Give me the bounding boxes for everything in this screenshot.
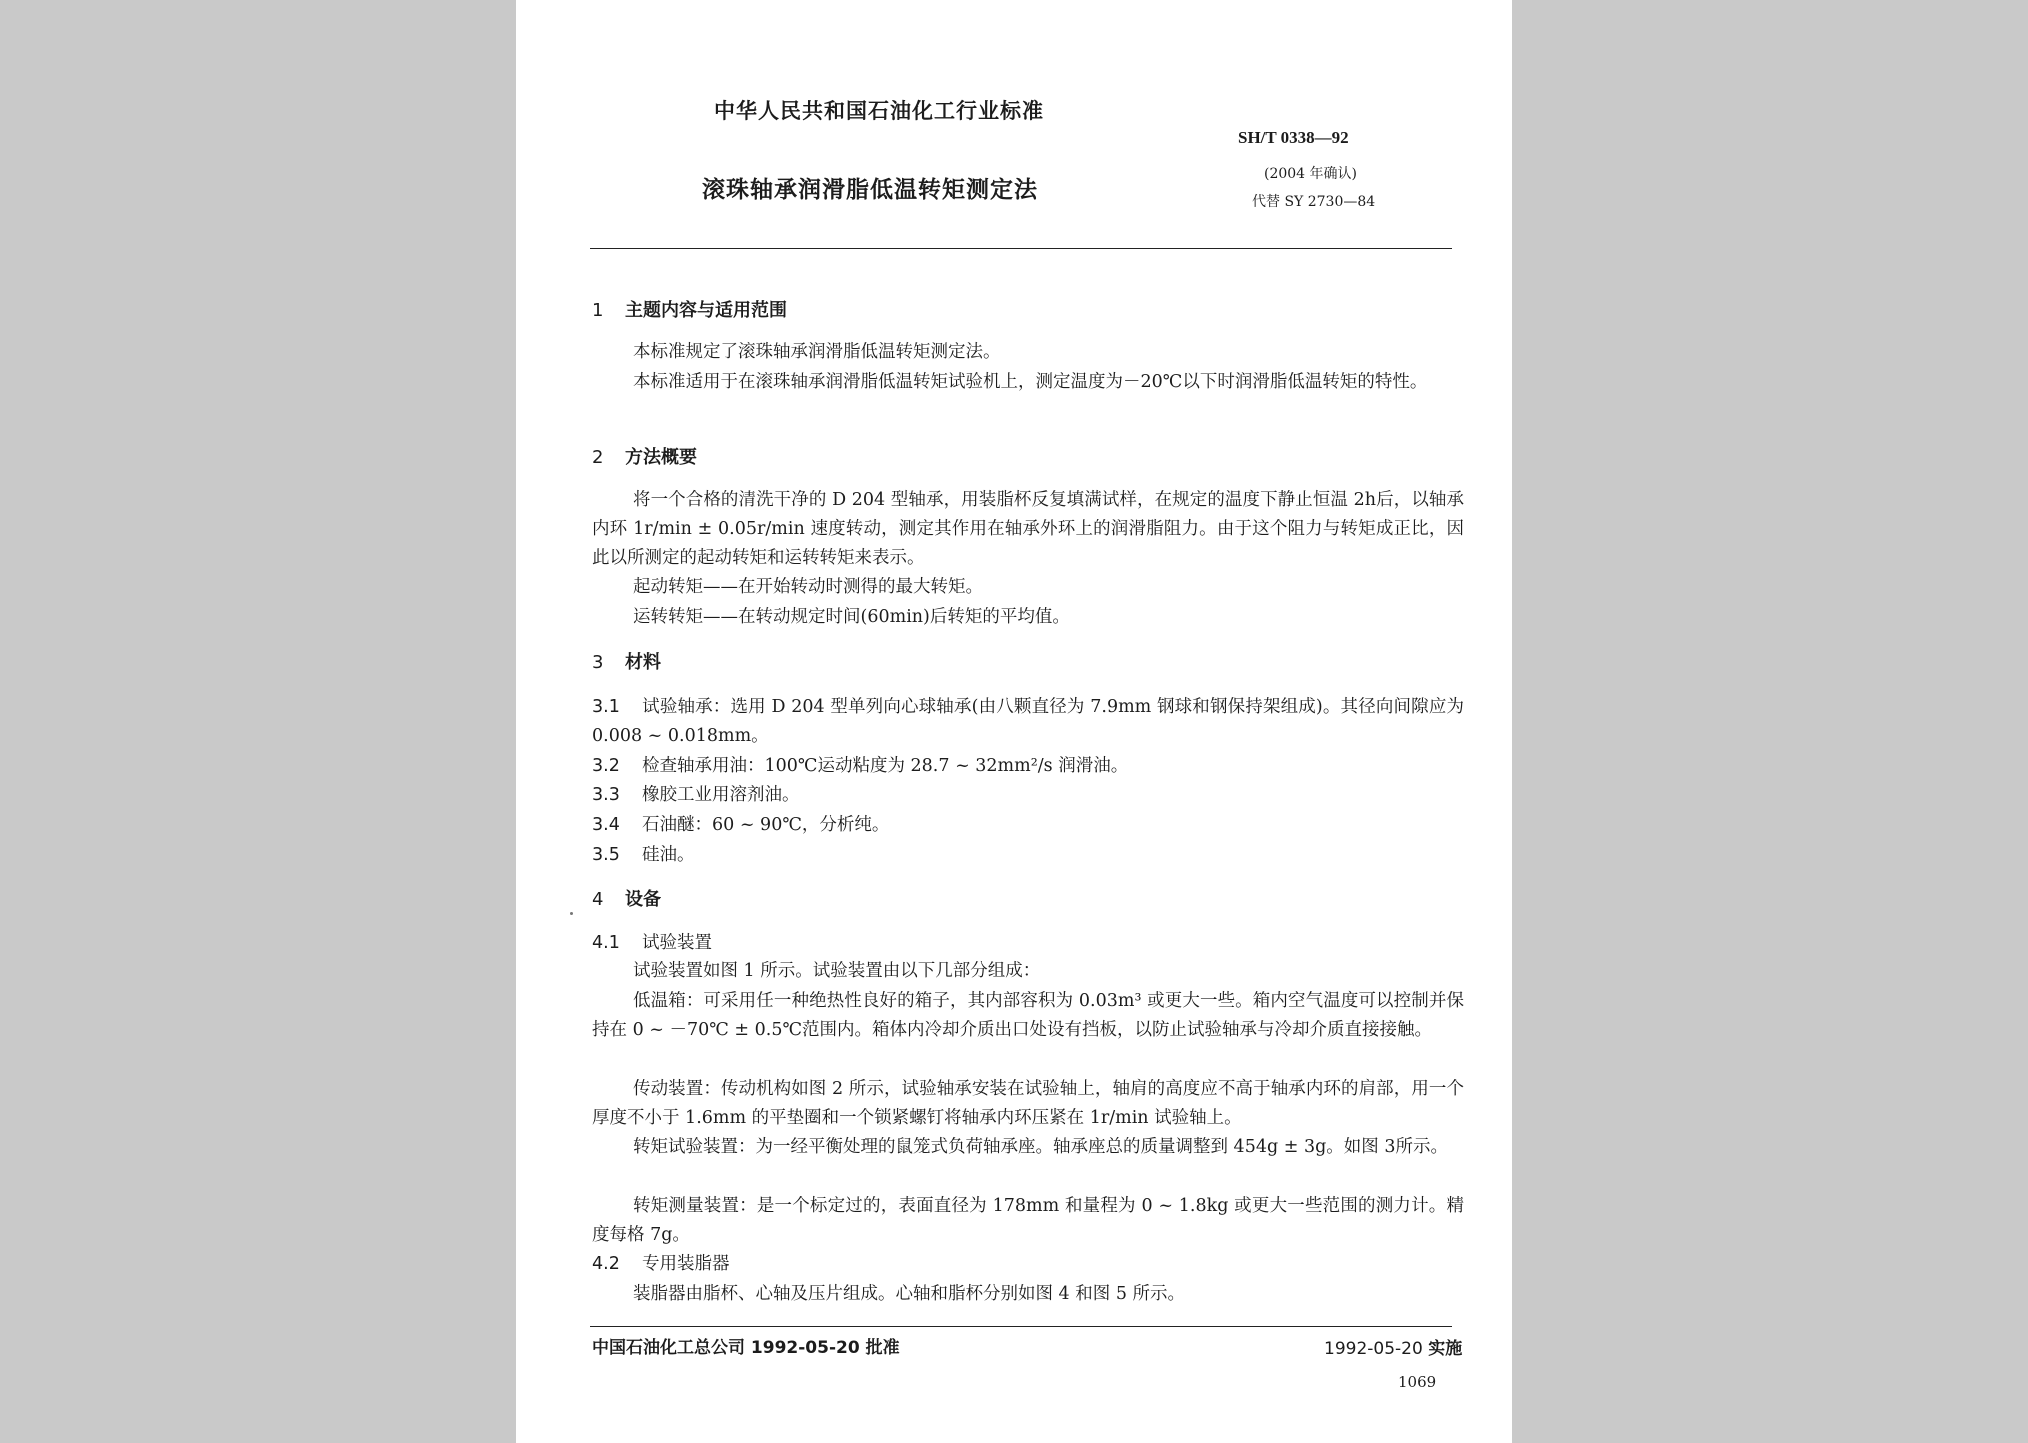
section-4-para-5: 转矩测量装置：是一个标定过的，表面直径为 178mm 和量程为 0 ~ 1.8kg 或更大一些范围的测力计。精度每格 7g。 bbox=[592, 1196, 1464, 1245]
approval-note: 中国石油化工总公司 1992-05-20 批准 bbox=[592, 1338, 900, 1358]
section-2-heading: 2 方法概要 bbox=[592, 447, 697, 468]
section-2-para-3: 运转转矩——在转动规定时间(60min)后转矩的平均值。 bbox=[633, 607, 1070, 627]
section-4-para-4: 转矩试验装置：为一经平衡处理的鼠笼式负荷轴承座。轴承座总的质量调整到 454g ± 3g。如图 3所示。 bbox=[633, 1137, 1448, 1157]
section-4-para-1: 试验装置如图 1 所示。试验装置由以下几部分组成： bbox=[633, 961, 1041, 981]
subsection-4-1-heading: 4.1 试验装置 bbox=[592, 933, 712, 953]
org-title: 中华人民共和国石油化工行业标准 bbox=[714, 99, 1044, 123]
section-4-para-6: 装脂器由脂杯、心轴及压片组成。心轴和脂杯分别如图 4 和图 5 所示。 bbox=[633, 1284, 1186, 1304]
material-item: 3.2 检查轴承用油：100℃运动粘度为 28.7 ~ 32mm²/s 润滑油。 bbox=[592, 756, 1129, 776]
section-2-para-2: 起动转矩——在开始转动时测得的最大转矩。 bbox=[633, 577, 983, 597]
effective-note bbox=[1324, 1334, 1462, 1359]
confirm-note: (2004 年确认) bbox=[1264, 166, 1358, 182]
section-4-para-2: 低温箱：可采用任一种绝热性良好的箱子，其内部容积为 0.03m³ 或更大一些。箱内空气温度可以控制并保持在 0 ~ －70℃ ± 0.5℃范围内。箱体内冷却介质出口处设有挡板，以防止试验轴承与冷却介质直接接触。 bbox=[592, 991, 1464, 1040]
section-2-para-1: 将一个合格的清洗干净的 D 204 型轴承，用装脂杯反复填满试样，在规定的温度下静止恒温 2h后，以轴承内环 1r/min ± 0.05r/min 速度转动，测定其作用在轴承外环上的润滑脂阻力。由于这个阻力与转矩成正比，因此以所测定的起动转矩和运转转矩来表示。 bbox=[592, 490, 1464, 568]
material-item: 3.1 试验轴承：选用 D 204 型单列向心球轴承(由八颗直径为 7.9mm 钢球和钢保持架组成)。其径向间隙应为 0.008 ~ 0.018mm。 bbox=[592, 697, 1464, 746]
section-1-heading: 1 主题内容与适用范围 bbox=[592, 300, 787, 321]
replaces-note: 代替 SY 2730—84 bbox=[1252, 194, 1376, 210]
section-4-heading: 4 设备 bbox=[592, 889, 661, 910]
material-item: 3.3 橡胶工业用溶剂油。 bbox=[592, 785, 800, 805]
footer-divider bbox=[590, 1326, 1452, 1327]
section-1-para-1: 本标准规定了滚珠轴承润滑脂低温转矩测定法。 bbox=[633, 342, 1001, 362]
doc-title: 滚珠轴承润滑脂低温转矩测定法 bbox=[702, 177, 1038, 203]
effective-date: 1992-05-20 bbox=[1324, 1339, 1423, 1359]
section-3-heading: 3 材料 bbox=[592, 652, 661, 673]
standard-code: SH/T 0338—92 bbox=[1238, 128, 1349, 147]
effective-label: 实施 bbox=[1428, 1339, 1463, 1359]
section-4-para-3: 传动装置：传动机构如图 2 所示，试验轴承安装在试验轴上，轴肩的高度应不高于轴承内环的肩部，用一个厚度不小于 1.6mm 的平垫圈和一个锁紧螺钉将轴承内环压紧在 1r/min 试验轴上。 bbox=[592, 1079, 1464, 1128]
subsection-4-2-heading: 4.2 专用装脂器 bbox=[592, 1254, 730, 1274]
material-item: 3.5 硅油。 bbox=[592, 845, 695, 865]
section-1-para-2: 本标准适用于在滚珠轴承润滑脂低温转矩试验机上，测定温度为－20℃以下时润滑脂低温转矩的特性。 bbox=[633, 372, 1428, 392]
header-divider bbox=[590, 248, 1452, 249]
scan-speck bbox=[570, 912, 573, 915]
material-item: 3.4 石油醚：60 ~ 90℃，分析纯。 bbox=[592, 815, 890, 835]
document-page bbox=[516, 0, 1512, 1443]
page-number: 1069 bbox=[1398, 1373, 1437, 1391]
